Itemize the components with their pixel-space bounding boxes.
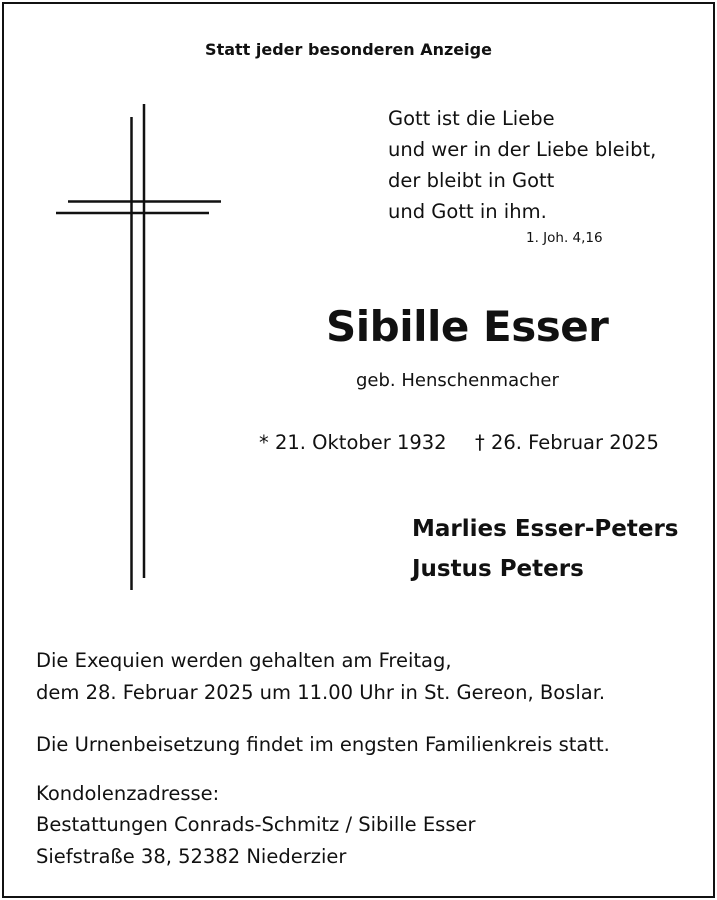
condolence-address-line: Bestattungen Conrads-Schmitz / Sibille Esser bbox=[36, 813, 476, 836]
verse-line: und wer in der Liebe bleibt, bbox=[388, 138, 657, 161]
birth-date: * 21. Oktober 1932 bbox=[259, 431, 447, 454]
mourner-name: Justus Peters bbox=[412, 556, 584, 582]
verse-line: Gott ist die Liebe bbox=[388, 107, 555, 130]
verse-line: der bleibt in Gott bbox=[388, 169, 555, 192]
verse-reference: 1. Joh. 4,16 bbox=[526, 230, 603, 246]
condolence-address-line: Siefstraße 38, 52382 Niederzier bbox=[36, 845, 347, 868]
service-line: dem 28. Februar 2025 um 11.00 Uhr in St. Gereon, Boslar. bbox=[36, 681, 606, 704]
death-date: † 26. Februar 2025 bbox=[475, 431, 659, 454]
condolence-label: Kondolenzadresse: bbox=[36, 782, 220, 805]
bible-verse bbox=[388, 103, 656, 227]
maiden-name: geb. Henschenmacher bbox=[356, 370, 559, 391]
verse-line: und Gott in ihm. bbox=[388, 200, 547, 223]
deceased-name: Sibille Esser bbox=[326, 302, 609, 351]
mourner-name: Marlies Esser-Peters bbox=[412, 516, 679, 542]
notice-header: Statt jeder besonderen Anzeige bbox=[205, 40, 492, 59]
burial-line: Die Urnenbeisetzung findet im engsten Familienkreis statt. bbox=[36, 733, 610, 756]
service-line: Die Exequien werden gehalten am Freitag, bbox=[36, 649, 452, 672]
